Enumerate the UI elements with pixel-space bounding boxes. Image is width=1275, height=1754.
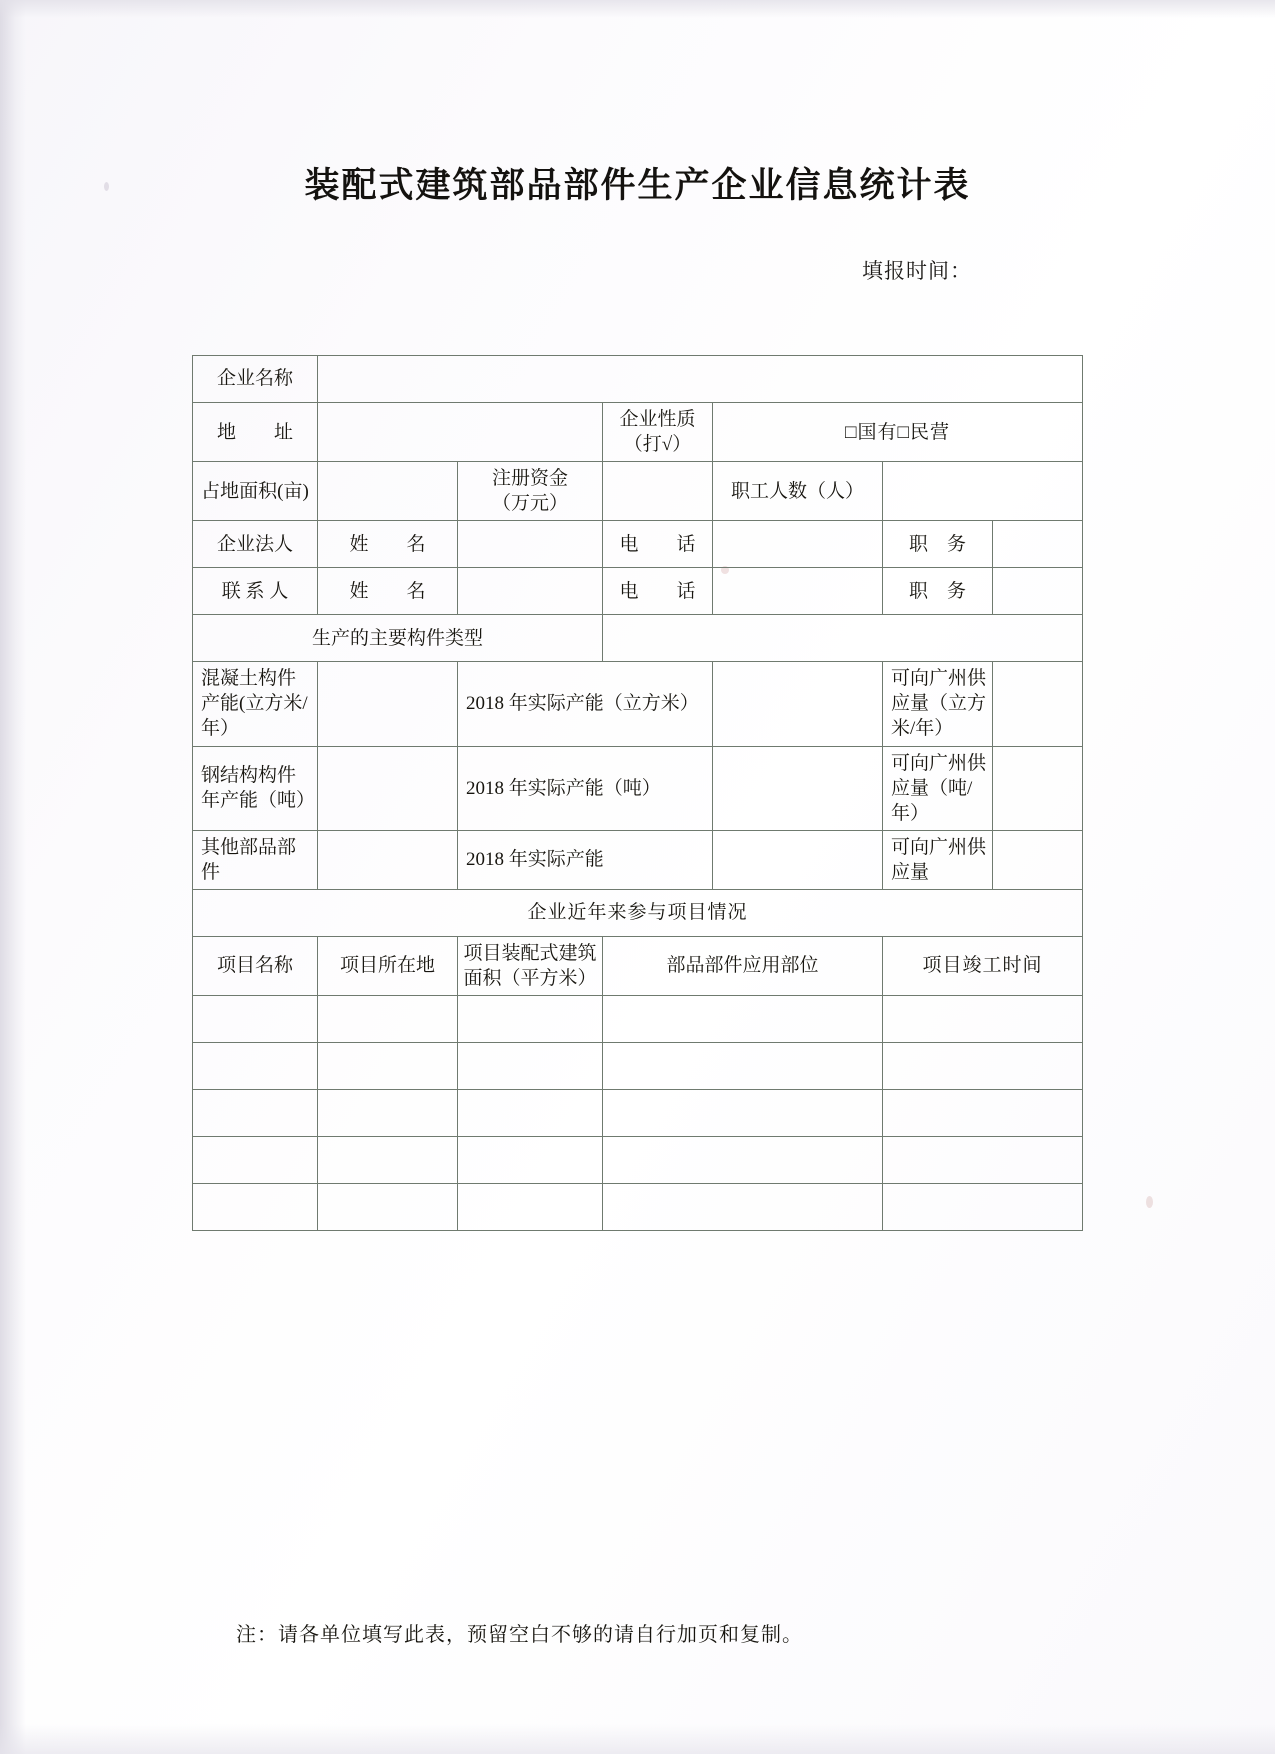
table-row	[193, 889, 1083, 936]
label-concrete-capacity: 混凝土构件产能(立方米/年）	[193, 662, 318, 746]
cell-project-area[interactable]	[458, 1137, 603, 1184]
table-header-row	[193, 936, 1083, 995]
cell-project-area[interactable]	[458, 1184, 603, 1231]
table-row	[193, 1184, 1083, 1231]
table-row	[193, 996, 1083, 1043]
field-enterprise-nature-options[interactable]: □国有□民营	[713, 403, 1083, 462]
column-header-completion-time: 项目竣工时间	[883, 936, 1083, 995]
field-company-name[interactable]	[318, 356, 1083, 403]
cell-project-name[interactable]	[193, 1090, 318, 1137]
report-time-label: 填报时间：	[862, 259, 972, 283]
field-legal-person-position[interactable]	[993, 521, 1083, 568]
label-contact-position: 职 务	[883, 568, 993, 615]
cell-project-name[interactable]	[193, 1137, 318, 1184]
column-header-project-area: 项目装配式建筑面积（平方米）	[458, 936, 603, 995]
field-other-supply[interactable]	[993, 830, 1083, 889]
column-header-application-part: 部品部件应用部位	[603, 936, 883, 995]
cell-completion-time[interactable]	[883, 1184, 1083, 1231]
field-legal-person-name[interactable]	[458, 521, 603, 568]
label-employees: 职工人数（人）	[713, 462, 883, 521]
cell-application-part[interactable]	[603, 1137, 883, 1184]
table-row	[193, 356, 1083, 403]
cell-project-area[interactable]	[458, 996, 603, 1043]
field-other-parts[interactable]	[318, 830, 458, 889]
cell-project-name[interactable]	[193, 1043, 318, 1090]
field-main-component-types[interactable]	[603, 615, 1083, 662]
field-other-actual[interactable]	[713, 830, 883, 889]
table-row	[193, 403, 1083, 462]
label-legal-person-phone: 电 话	[603, 521, 713, 568]
cell-project-location[interactable]	[318, 996, 458, 1043]
cell-application-part[interactable]	[603, 1043, 883, 1090]
label-contact-name: 姓 名	[318, 568, 458, 615]
cell-project-name[interactable]	[193, 996, 318, 1043]
field-address[interactable]	[318, 403, 603, 462]
label-other-supply: 可向广州供应量	[883, 830, 993, 889]
field-concrete-capacity[interactable]	[318, 662, 458, 746]
table-row	[193, 746, 1083, 830]
table-row	[193, 830, 1083, 889]
cell-application-part[interactable]	[603, 1184, 883, 1231]
label-steel-capacity: 钢结构构件年产能（吨）	[193, 746, 318, 830]
label-enterprise-nature-line1: 企业性质	[619, 409, 696, 430]
field-contact-name[interactable]	[458, 568, 603, 615]
label-address: 地 址	[193, 403, 318, 462]
field-steel-capacity[interactable]	[318, 746, 458, 830]
field-land-area[interactable]	[318, 462, 458, 521]
field-contact-phone[interactable]	[713, 568, 883, 615]
field-legal-person-phone[interactable]	[713, 521, 883, 568]
label-other-parts: 其他部品部件	[193, 830, 318, 889]
label-registered-capital	[458, 462, 603, 521]
cell-application-part[interactable]	[603, 996, 883, 1043]
table-row	[193, 462, 1083, 521]
cell-project-name[interactable]	[193, 1184, 318, 1231]
table-row	[193, 615, 1083, 662]
enterprise-info-form	[192, 355, 1083, 1231]
label-registered-capital-line1: 注册资金	[491, 468, 568, 490]
field-registered-capital[interactable]	[603, 462, 713, 521]
label-registered-capital-line2: （万元）	[491, 493, 568, 515]
table-row	[193, 1043, 1083, 1090]
field-contact-position[interactable]	[993, 568, 1083, 615]
table-row	[193, 568, 1083, 615]
footnote: 注：请各单位填写此表，预留空白不够的请自行加页和复制。	[236, 1624, 803, 1646]
column-header-project-location: 项目所在地	[318, 936, 458, 995]
field-concrete-actual[interactable]	[713, 662, 883, 746]
cell-completion-time[interactable]	[883, 1137, 1083, 1184]
label-concrete-actual: 2018 年实际产能（立方米）	[458, 662, 713, 746]
label-enterprise-nature	[603, 403, 713, 462]
page-title: 装配式建筑部品部件生产企业信息统计表	[304, 166, 971, 205]
cell-project-area[interactable]	[458, 1043, 603, 1090]
label-enterprise-nature-line2: （打√）	[623, 434, 692, 456]
label-concrete-supply: 可向广州供应量（立方米/年）	[883, 662, 993, 746]
label-legal-person-name: 姓 名	[318, 521, 458, 568]
label-main-component-types: 生产的主要构件类型	[193, 615, 603, 662]
table-row	[193, 1090, 1083, 1137]
label-company-name: 企业名称	[193, 356, 318, 403]
label-contact-person: 联 系 人	[193, 568, 318, 615]
cell-project-location[interactable]	[318, 1090, 458, 1137]
field-employees[interactable]	[883, 462, 1083, 521]
field-steel-supply[interactable]	[993, 746, 1083, 830]
table-row	[193, 662, 1083, 746]
label-land-area: 占地面积(亩)	[193, 462, 318, 521]
label-other-actual: 2018 年实际产能	[458, 830, 713, 889]
cell-project-location[interactable]	[318, 1043, 458, 1090]
label-legal-person-position: 职 务	[883, 521, 993, 568]
table-row	[193, 1137, 1083, 1184]
cell-project-location[interactable]	[318, 1184, 458, 1231]
label-contact-phone: 电 话	[603, 568, 713, 615]
cell-project-location[interactable]	[318, 1137, 458, 1184]
cell-application-part[interactable]	[603, 1090, 883, 1137]
projects-section-title: 企业近年来参与项目情况	[193, 889, 1083, 936]
field-steel-actual[interactable]	[713, 746, 883, 830]
column-header-project-name: 项目名称	[193, 936, 318, 995]
cell-completion-time[interactable]	[883, 1043, 1083, 1090]
cell-completion-time[interactable]	[883, 1090, 1083, 1137]
label-steel-actual: 2018 年实际产能（吨）	[458, 746, 713, 830]
table-row	[193, 521, 1083, 568]
field-concrete-supply[interactable]	[993, 662, 1083, 746]
cell-completion-time[interactable]	[883, 996, 1083, 1043]
label-legal-person: 企业法人	[193, 521, 318, 568]
cell-project-area[interactable]	[458, 1090, 603, 1137]
label-steel-supply: 可向广州供应量（吨/年）	[883, 746, 993, 830]
